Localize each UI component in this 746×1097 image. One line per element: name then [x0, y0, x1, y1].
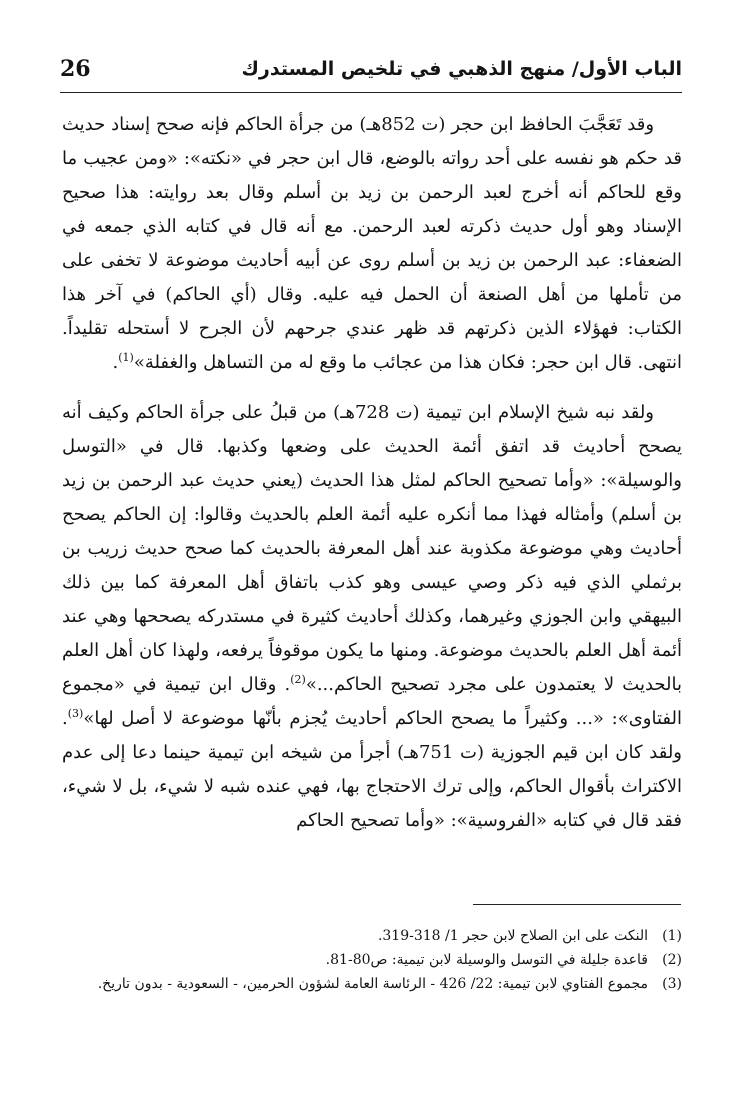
header-rule — [60, 92, 682, 93]
footnote-ref-1[interactable]: (1) — [118, 351, 134, 364]
footnote-1-number: (1) — [662, 928, 682, 944]
footnote-separator — [473, 904, 681, 905]
page-number: 26 — [60, 56, 91, 82]
footnote-3-text: مجموع الفتاوي لابن تيمية: 22/ 426 - الرئاسة العامة لشؤون الحرمين، - السعودية - بدون تاريخ. — [97, 976, 648, 992]
paragraph-1 — [62, 108, 682, 380]
paragraph-1-text: وقد تَعَجَّبَ الحافظ ابن حجر (ت 852هـ) من جرأة الحاكم فإنه صحح إسناد حديث قد حكم هو نفسه على أحد رواته بالوضع، قال ابن حجر في «نكته»: «ومن عجيب ما وقع للحاكم أنه أخرج لعبد الرحمن بن زيد بن أسلم وقال بعد روايته: هذا صحيح الإسناد وهو أول حديث ذكرته لعبد الرحمن. مع أنه قال في كتابه الذي جمعه في الضعفاء: عبد الرحمن بن زيد بن أسلم روى عن أبيه أحاديث موضوعة لا تخفى على من تأملها من أهل الصنعة أن الحمل فيه عليه. وقال (أي الحاكم) في آخر هذا الكتاب: فهؤلاء الذين ذكرتهم قد ظهر عندي جرحهم لأن الجرح لا أستحله تقليداً. انتهى. قال ابن حجر: فكان هذا من عجائب ما وقع له من التساهل والغفلة» — [62, 114, 682, 373]
footnote-3 — [62, 972, 682, 996]
footnote-1-text: النكت على ابن الصلاح لابن حجر 1/ 318-319. — [377, 928, 648, 944]
footnote-2-number: (2) — [662, 952, 682, 968]
footnote-2 — [62, 948, 682, 972]
page-header — [60, 52, 682, 98]
footnote-ref-2[interactable]: (2) — [290, 673, 306, 686]
footnote-1 — [62, 924, 682, 948]
footnotes — [62, 924, 682, 996]
paragraph-2 — [62, 396, 682, 838]
footnote-3-number: (3) — [662, 976, 682, 992]
running-title: الباب الأول/ منهج الذهبي في تلخيص المستدرك — [241, 58, 682, 80]
paragraph-2-text: ولقد نبه شيخ الإسلام ابن تيمية (ت 728هـ) من قبلُ على جرأة الحاكم وكيف أنه يصحح أحاديث قد اتفق أئمة الحديث على وضعها وكذبها. قال في «التوسل والوسيلة»: «وأما تصحيح الحاكم لمثل هذا الحديث (يعني حديث عبد الرحمن بن زيد بن أسلم) وأمثاله فهذا مما أنكره عليه أئمة العلم بالحديث وقالوا: إن الحاكم يصحح أحاديث وهي موضوعة مكذوبة عند أهل المعرفة بالحديث كما صحح حديث زريب بن برثملي الذي فيه ذكر وصي عيسى وهو كذب باتفاق أهل المعرفة كما بين ذلك البيهقي وابن الجوزي وغيرهما، وكذلك أحاديث كثيرة في مستدركه يصححها وهي عند أئمة أهل العلم بالحديث موضوعة. ومنها ما يكون موقوفاً يرفعه، ولهذا كان أهل العلم بالحديث لا يعتمدون على مجرد تصحيح الحاكم...» — [62, 402, 682, 695]
paragraph-2-continuation-2: . ولقد كان ابن قيم الجوزية (ت 751هـ) أجرأ من شيخه ابن تيمية حينما دعا إلى عدم الاكتراث بأقوال الحاكم، وإلى ترك الاحتجاج بها، فهي عنده شبه لا شيء، بل لا شيء، فقد قال في كتابه «الفروسية»: «وأما تصحيح الحاكم — [62, 708, 682, 831]
footnote-ref-3[interactable]: (3) — [67, 707, 84, 720]
footnote-2-text: قاعدة جليلة في التوسل والوسيلة لابن تيمية: ص80-81. — [325, 952, 648, 968]
paragraph-2-continuation: . وقال ابن تيمية في «مجموع الفتاوى»: «... وكثيراً ما يصحح الحاكم أحاديث يُجزم بأنّها موضوعة لا أصل لها» — [62, 674, 682, 729]
paragraph-1-end: . — [112, 352, 119, 373]
main-text — [62, 108, 682, 838]
